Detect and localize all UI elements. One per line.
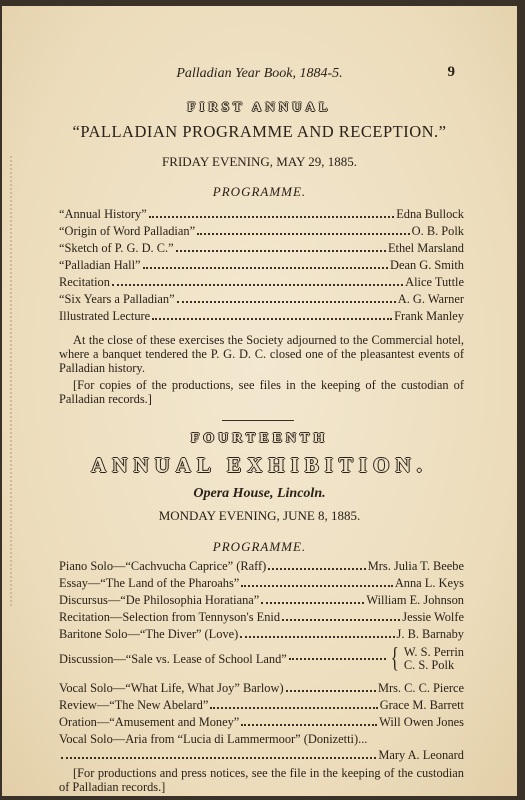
programme-item [59,746,464,763]
programme-item [59,239,464,256]
item-title: “Sketch of P. G. D. C.” [59,241,174,255]
item-title: Recitation—Selection from Tennyson's Enid [59,610,281,624]
leader-dots [241,585,393,587]
section-divider [222,420,294,421]
performer-name: Grace M. Barrett [379,698,464,712]
leader-dots [261,602,364,604]
programme-item [59,273,464,290]
performer-name: Mary A. Leonard [378,748,464,762]
running-title: Palladian Year Book, 1884-5. [176,66,343,81]
programme-item [59,696,464,713]
leader-dots [61,757,376,759]
leader-dots [282,619,400,621]
item-title: Illustrated Lecture [59,309,151,323]
leader-dots [241,724,377,726]
item-title: Baritone Solo—“The Diver” (Love) [59,627,239,641]
leader-dots [240,636,394,638]
section2-date: MONDAY EVENING, JUNE 8, 1885. [158,508,361,523]
programme-item [59,256,464,273]
item-title: “Six Years a Palladian” [59,292,175,306]
leader-dots [112,284,403,286]
performer-name: Ethel Marsland [387,241,464,255]
leader-dots [177,301,396,303]
brace-glyph: { [391,643,400,674]
section1-date: FRIDAY EVENING, MAY 29, 1885. [162,154,357,169]
section1-heading-first-annual: FIRST ANNUAL [187,99,332,114]
programme-item [59,679,464,696]
programme-item-discussion [59,644,464,674]
leader-dots [197,233,410,235]
item-title: “Palladian Hall” [59,258,141,272]
item-title: Discussion—“Sale vs. Lease of School Land” [59,651,287,666]
item-title: “Annual History” [59,207,147,221]
leader-dots [176,250,386,252]
programme-item [59,574,464,591]
section2-venue: Opera House, Lincoln. [193,486,326,501]
item-title: Essay—“The Land of the Pharoahs” [59,576,240,590]
programme-item [59,730,464,747]
performer-name: Mrs. C. C. Pierce [377,681,464,695]
item-title: Vocal Solo—Aria from “Lucia di Lammermoor” (Donizetti)... [59,732,368,746]
programme-item [59,222,464,239]
performer-name: Will Owen Jones [379,715,464,729]
item-title: Discursus—“De Philosophia Horatiana” [59,593,260,607]
programme-item [59,307,464,324]
debaters-group [388,645,464,673]
performer-name: Alice Tuttle [405,275,464,289]
programme-item [59,557,464,574]
leader-dots [286,690,376,692]
performer-name: Mrs. Julia T. Beebe [367,559,464,573]
page-number: 9 [447,64,455,80]
debater-name: W. S. Perrin [403,645,464,659]
performer-name: William E. Johnson [366,593,464,607]
section2-programme-label: PROGRAMME. [212,539,307,554]
performer-name: J. B. Barnaby [396,627,464,641]
leader-dots [152,318,392,320]
leader-dots [289,658,387,660]
programme-item [59,625,464,642]
section1-heading-title: “PALLADIAN PROGRAMME AND RECEPTION.” [72,122,447,141]
performer-name: Dean G. Smith [390,258,464,272]
performer-name: Edna Bullock [396,207,464,221]
item-title: Recitation [59,275,110,289]
programme-item [59,713,464,730]
document-page [2,6,517,796]
leader-dots [143,267,388,269]
performer-name: A. G. Warner [397,292,464,306]
performer-name: Jessie Wolfe [402,610,464,624]
item-title: Piano Solo—“Cachvucha Caprice” (Raff) [59,559,267,573]
performer-name: Frank Manley [394,309,464,323]
programme-item [59,608,464,625]
section1-closing-note: At the close of these exercises the Society adjourned to the Commercial hotel, where a banquet tendered the P. G. D. C. closed one of the pleasantest events of Palladian history. [59,333,464,375]
section1-records-note: [For copies of the productions, see files in the keeping of the custodian of Palladian records.] [59,378,464,406]
performer-name: O. B. Polk [411,224,464,238]
section2-records-note: [For productions and press notices, see the file in the keeping of the custodian of Palladian records.] [59,766,464,794]
section2-heading-fourteenth: FOURTEENTH [190,431,329,446]
programme-item [59,290,464,307]
item-title: Vocal Solo—“What Life, What Joy” Barlow) [59,681,284,695]
debater-name: C. S. Polk [403,658,455,672]
item-title: Review—“The New Abelard” [59,698,209,712]
leader-dots [210,707,377,709]
leader-dots [149,216,394,218]
section1-programme-label: PROGRAMME. [212,184,307,199]
item-title: “Origin of Word Palladian” [59,224,196,238]
item-title: Oration—“Amusement and Money” [59,715,240,729]
programme-item [59,205,464,222]
leader-dots [268,568,366,570]
section2-heading-exhibition: ANNUAL EXHIBITION. [91,453,428,477]
programme-item [59,591,464,608]
performer-name: Anna L. Keys [394,576,464,590]
